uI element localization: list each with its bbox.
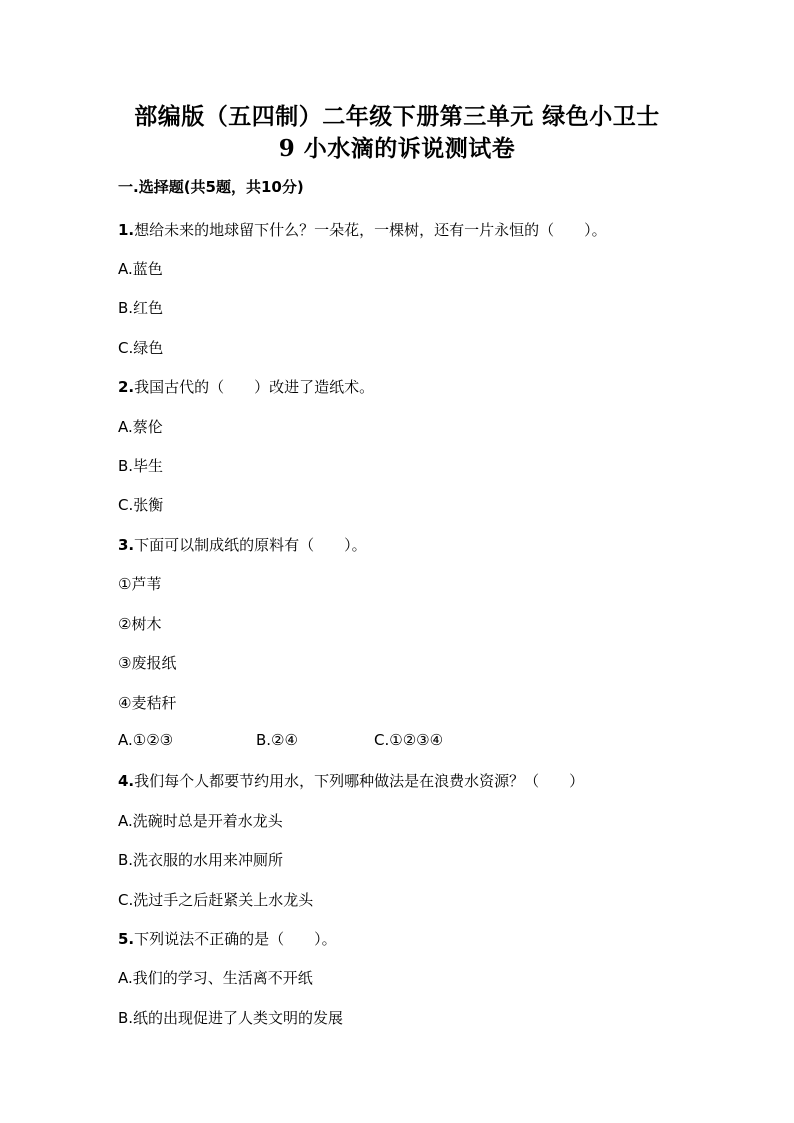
section-heading: 一.选择题(共5题，共10分) bbox=[118, 178, 304, 196]
q3-item-2: ②树木 bbox=[118, 615, 162, 633]
q3-option-b: B.②④ bbox=[256, 731, 298, 749]
q5-option-a: A.我们的学习、生活离不开纸 bbox=[118, 969, 313, 987]
question-number: 2. bbox=[118, 378, 135, 396]
question-3 bbox=[118, 534, 367, 555]
q2-option-a: A.蔡伦 bbox=[118, 418, 163, 436]
q1-option-a: A.蓝色 bbox=[118, 260, 163, 278]
question-text: 我国古代的（ ）改进了造纸术。 bbox=[134, 378, 375, 396]
q3-option-a: A.①②③ bbox=[118, 731, 174, 749]
title-line-1: 部编版（五四制）二年级下册第三单元 绿色小卫士 bbox=[134, 103, 660, 130]
question-number: 1. bbox=[118, 221, 135, 239]
q3-item-4: ④麦秸秆 bbox=[118, 694, 177, 712]
q4-option-a: A.洗碗时总是开着水龙头 bbox=[118, 812, 283, 830]
question-text: 下面可以制成纸的原料有（ ）。 bbox=[134, 536, 367, 554]
question-5 bbox=[118, 928, 337, 949]
question-number: 4. bbox=[118, 772, 135, 790]
question-text: 下列说法不正确的是（ ）。 bbox=[134, 930, 337, 948]
q3-option-c: C.①②③④ bbox=[374, 731, 444, 749]
q2-option-c: C.张衡 bbox=[118, 496, 164, 514]
q3-item-3: ③废报纸 bbox=[118, 654, 177, 672]
question-text: 我们每个人都要节约用水，下列哪种做法是在浪费水资源？（ ） bbox=[134, 772, 585, 790]
title-line-2: 9 小水滴的诉说测试卷 bbox=[278, 135, 516, 162]
q5-option-b: B.纸的出现促进了人类文明的发展 bbox=[118, 1009, 344, 1027]
q4-option-c: C.洗过手之后赶紧关上水龙头 bbox=[118, 891, 314, 909]
q4-option-b: B.洗衣服的水用来冲厕所 bbox=[118, 851, 284, 869]
question-text: 想给未来的地球留下什么？一朵花，一棵树，还有一片永恒的（ ）。 bbox=[134, 221, 607, 239]
question-4 bbox=[118, 770, 584, 791]
q1-option-c: C.绿色 bbox=[118, 339, 164, 357]
question-number: 3. bbox=[118, 536, 135, 554]
q3-item-1: ①芦苇 bbox=[118, 575, 162, 593]
q2-option-b: B.毕生 bbox=[118, 457, 164, 475]
question-number: 5. bbox=[118, 930, 135, 948]
question-1 bbox=[118, 219, 607, 240]
question-2 bbox=[118, 376, 374, 397]
q1-option-b: B.红色 bbox=[118, 299, 164, 317]
